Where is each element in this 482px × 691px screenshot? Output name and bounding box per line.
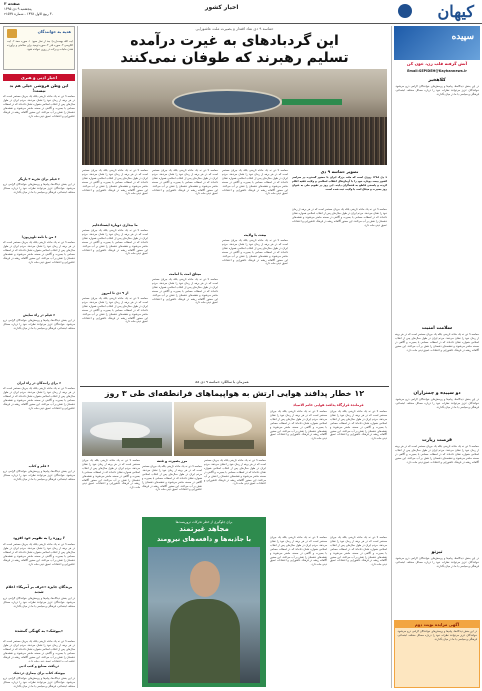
literary-section-title: اخبار ادبی و هنری	[21, 75, 57, 80]
main-col-2: حماسه ۹ دی نه یک حادثه تاریخی بلکه یک جریان مستمر است که در هر برهه از زمان خود را نشان می‌دهد. مردم ایران در طول سال‌های پس از انقلاب اسلامی همواره نشان داده‌اند که در لحظات حساس با بصیرت و آگاهی در صحنه حاضر می‌شوند و نقشه‌های دشمنان را نقش بر آب می‌کنند. این حضور آگاهانه ریشه در فرهنگ عاشورایی و اعتقادات عمیق دینی ملت دارد.	[222, 169, 288, 196]
section-title: اخبار کشور	[205, 4, 239, 11]
logo-emblem	[398, 4, 412, 18]
literary-section-header	[3, 74, 75, 81]
left-body-2: در این بخش دیدگاه‌ها، پیام‌ها و پرسش‌های خوانندگان گرامی درج می‌شود. خوانندگان عزیز می‌توانند نظرات خود را درباره مسائل مختلف اجتماعی، فرهنگی و سیاسی با ما در میان بگذارند.	[3, 183, 75, 194]
divider-right	[391, 26, 392, 688]
missile-launcher-1	[122, 438, 162, 448]
defense-kicker: فرمانده قرارگاه پدافند هوایی خاتم الانبیاء	[293, 403, 364, 407]
right-section-1: کلاهخبر	[428, 78, 446, 83]
left-body-3: حماسه ۹ دی نه یک حادثه تاریخی بلکه یک جریان مستمر است که در هر برهه از زمان خود را نشان می‌دهد. مردم ایران در طول سال‌های پس از انقلاب اسلامی همواره نشان داده‌اند که در لحظات حساس با بصیرت و آگاهی در صحنه حاضر می‌شوند و نقشه‌های دشمنان را نقش بر آب می‌کنند. این حضور آگاهانه ریشه در فرهنگ عاشورایی و اعتقادات عمیق دینی ملت دارد.	[3, 241, 75, 264]
bottom-headline-2: با جاذبه‌ها و دافعه‌های نیرومند	[156, 535, 252, 543]
rally-banner	[282, 99, 342, 105]
sepideh-ad-title: سپیده	[451, 32, 474, 42]
left-headline-1: این وطن فروشی خیلی هم بد نیست!	[9, 83, 69, 93]
main-col-3b: حماسه ۹ دی نه یک حادثه تاریخی بلکه یک جریان مستمر است که در هر برهه از زمان خود را نشان می‌دهد. مردم ایران در طول سال‌های پس از انقلاب اسلامی همواره نشان داده‌اند که در لحظات حساس با بصیرت و آگاهی در صحنه حاضر می‌شوند و نقشه‌های دشمنان را نقش بر آب می‌کنند. این حضور آگاهانه ریشه در فرهنگ عاشورایی و اعتقادات عمیق دینی ملت دارد.	[152, 278, 218, 305]
lede-text: ۹ دی ۱۳۸۸ روزی است که ملت بزرگ ایران با حضور گسترده در سراسر کشور بیعت دوباره خود را با آرمان‌های انقلاب اسلامی و ولایت فقیه اعلام کردند و پاسخی قاطع به فتنه‌گران دادند. این روز در تقویم ملی به عنوان روز بصیرت و میثاق امت با ولایت ثبت شده است.	[292, 176, 387, 191]
main-kicker: حماسه ۹ دی نماد اقتدار و بصیرت ملت عاشورایی	[195, 26, 274, 31]
auction-ad-title: آگهی مزایده نوبت دوم	[395, 621, 479, 628]
main-col-3: حماسه ۹ دی نه یک حادثه تاریخی بلکه یک جریان مستمر است که در هر برهه از زمان خود را نشان می‌دهد. مردم ایران در طول سال‌های پس از انقلاب اسلامی همواره نشان داده‌اند که در لحظات حساس با بصیرت و آگاهی در صحنه حاضر می‌شوند و نقشه‌های دشمنان را نقش بر آب می‌کنند. این حضور آگاهانه ریشه در فرهنگ عاشورایی و اعتقادات عمیق دینی ملت دارد.	[152, 169, 218, 196]
main-area	[80, 26, 389, 689]
right-body-3: در این بخش دیدگاه‌ها، پیام‌ها و پرسش‌های خوانندگان گرامی درج می‌شود. خوانندگان عزیز می‌توانند نظرات خود را درباره مسائل مختلف اجتماعی، فرهنگی و سیاسی با ما در میان بگذارند.	[395, 398, 479, 409]
missile-photo-2	[174, 402, 266, 456]
email-label: Email:SEPIDEH@Kayhannews.ir	[407, 69, 467, 73]
left-headline-9: «بیوشک» به کهنگی گمشده	[14, 629, 64, 633]
logo	[396, 2, 478, 24]
date-line: پنجشنبه ۹ دی ۱۳۹۵	[4, 7, 32, 11]
bottom-feature	[142, 517, 266, 687]
masthead	[0, 0, 482, 24]
auction-ad	[394, 620, 480, 688]
right-section-2: سلامت امنیت	[421, 326, 453, 331]
right-section-5: تیزتو	[431, 550, 443, 555]
missile-launcher-2	[184, 440, 254, 449]
left-headline-5: ۶ برای رانندگان در راه ایران	[16, 381, 62, 385]
gift-box-text: آیت الله بهجت(ره): بعد از نماز صبح: ۱. سوره حمد ۲. آیت الکرسی ۳. سوره قدر ۴. سوره توحید برای سلامتی و برآورده شدن حاجات و برکت در روزی خوانده شود.	[7, 40, 73, 51]
left-column	[3, 26, 75, 689]
main-col-2b: حماسه ۹ دی نه یک حادثه تاریخی بلکه یک جریان مستمر است که در هر برهه از زمان خود را نشان می‌دهد. مردم ایران در طول سال‌های پس از انقلاب اسلامی همواره نشان داده‌اند که در لحظات حساس با بصیرت و آگاهی در صحنه حاضر می‌شوند و نقشه‌های دشمنان را نقش بر آب می‌کنند. این حضور آگاهانه ریشه در فرهنگ عاشورایی و اعتقادات عمیق دینی ملت دارد.	[222, 239, 288, 266]
left-headline-7: ۶ روزه را به تقویم خود افزود	[13, 536, 65, 540]
left-body-4: در این بخش دیدگاه‌ها، پیام‌ها و پرسش‌های خوانندگان گرامی درج می‌شود. خوانندگان عزیز می‌توانند نظرات خود را درباره مسائل مختلف اجتماعی، فرهنگی و سیاسی با ما در میان بگذارند.	[3, 319, 75, 330]
defense-headline: ۱۲ خطار پدافند هوایی ارتش به هواپیماهای فرانطقه‌ای طی ۳ روز	[104, 389, 365, 398]
left-body-6: در این بخش دیدگاه‌ها، پیام‌ها و پرسش‌های خوانندگان گرامی درج می‌شود. خوانندگان عزیز می‌توانند نظرات خود را درباره مسائل مختلف اجتماعی، فرهنگی و سیاسی با ما در میان بگذارند.	[3, 470, 75, 481]
gift-icon	[7, 29, 17, 38]
main-headline-2: تسلیم رهبرند که طوفان نمی‌کنند	[120, 50, 349, 66]
rally-photo	[82, 69, 387, 165]
left-headline-11: بیوشک کتاب برای بیماری دردشک	[12, 671, 66, 675]
left-body-7: حماسه ۹ دی نه یک حادثه تاریخی بلکه یک جریان مستمر است که در هر برهه از زمان خود را نشان می‌دهد. مردم ایران در طول سال‌های پس از انقلاب اسلامی همواره نشان داده‌اند که در لحظات حساس با بصیرت و آگاهی در صحنه حاضر می‌شوند و نقشه‌های دشمنان را نقش بر آب می‌کنند. این حضور آگاهانه ریشه در فرهنگ عاشورایی و اعتقادات عمیق دینی ملت دارد.	[3, 543, 75, 566]
portrait-body	[170, 599, 240, 683]
left-body-1: حماسه ۹ دی نه یک حادثه تاریخی بلکه یک جریان مستمر است که در هر برهه از زمان خود را نشان می‌دهد. مردم ایران در طول سال‌های پس از انقلاب اسلامی همواره نشان داده‌اند که در لحظات حساس با بصیرت و آگاهی در صحنه حاضر می‌شوند و نقشه‌های دشمنان را نقش بر آب می‌کنند. این حضور آگاهانه ریشه در فرهنگ عاشورایی و اعتقادات عمیق دینی ملت دارد.	[3, 95, 75, 118]
defense-text-4: حماسه ۹ دی نه یک حادثه تاریخی بلکه یک جریان مستمر است که در هر برهه از زمان خود را نشان می‌دهد. مردم ایران در طول سال‌های پس از انقلاب اسلامی همواره نشان داده‌اند که در لحظات حساس با بصیرت و آگاهی در صحنه حاضر می‌شوند و نقشه‌های دشمنان را نقش بر آب می‌کنند. این حضور آگاهانه ریشه در فرهنگ عاشورایی و اعتقادات عمیق دینی ملت دارد.	[142, 465, 202, 492]
subhead-5: مرز بصیرت و فتنه	[156, 459, 188, 463]
logo-text: کیهان	[437, 2, 474, 21]
divider-left	[77, 26, 78, 688]
section-rule	[80, 386, 389, 387]
left-body-9: حماسه ۹ دی نه یک حادثه تاریخی بلکه یک جریان مستمر است که در هر برهه از زمان خود را نشان می‌دهد. مردم ایران در طول سال‌های پس از انقلاب اسلامی همواره نشان داده‌اند که در لحظات حساس با بصیرت و آگاهی در صحنه حاضر می‌شوند و نقشه‌های دشمنان را نقش بر آب می‌کنند. این حضور آگاهانه ریشه در فرهنگ عاشورایی و اعتقادات عمیق دینی ملت دارد.	[3, 640, 75, 662]
portrait-head	[190, 561, 220, 597]
lede-title: تصویر حماسه ۹ دی	[320, 169, 359, 174]
right-column	[394, 26, 480, 689]
right-section-3: دو سپیده و چمنزاران	[413, 391, 461, 396]
main-headline-1: این گردبادهای به غیرت درآمده	[130, 33, 339, 49]
right-body-2: حماسه ۹ دی نه یک حادثه تاریخی بلکه یک جریان مستمر است که در هر برهه از زمان خود را نشان می‌دهد. مردم ایران در طول سال‌های پس از انقلاب اسلامی همواره نشان داده‌اند که در لحظات حساس با بصیرت و آگاهی در صحنه حاضر می‌شوند و نقشه‌های دشمنان را نقش بر آب می‌کنند. این حضور آگاهانه ریشه در فرهنگ عاشورایی و اعتقادات عمیق دینی ملت دارد.	[395, 333, 479, 352]
missile-smoke-2	[194, 416, 252, 436]
bottom-kicker: برای جلوگیری از خطر تحرکات تروریست‌ها	[175, 520, 233, 524]
left-headline-10: دریافت صنایع و کتب ادبی	[18, 664, 60, 668]
bottom-text-2: حماسه ۹ دی نه یک حادثه تاریخی بلکه یک جریان مستمر است که در هر برهه از زمان خود را نشان می‌دهد. مردم ایران در طول سال‌های پس از انقلاب اسلامی همواره نشان داده‌اند که در لحظات حساس با بصیرت و آگاهی در صحنه حاضر می‌شوند و نقشه‌های دشمنان را نقش بر آب می‌کنند. این حضور آگاهانه ریشه در فرهنگ عاشورایی و اعتقادات عمیق دینی ملت دارد.	[330, 536, 387, 567]
missile-photo-1	[82, 402, 172, 456]
bottom-text-1: حماسه ۹ دی نه یک حادثه تاریخی بلکه یک جریان مستمر است که در هر برهه از زمان خود را نشان می‌دهد. مردم ایران در طول سال‌های پس از انقلاب اسلامی همواره نشان داده‌اند که در لحظات حساس با بصیرت و آگاهی در صحنه حاضر می‌شوند و نقشه‌های دشمنان را نقش بر آب می‌کنند. این حضور آگاهانه ریشه در فرهنگ عاشورایی و اعتقادات عمیق دینی ملت دارد.	[270, 536, 327, 567]
main-col-1: حماسه ۹ دی نه یک حادثه تاریخی بلکه یک جریان مستمر است که در هر برهه از زمان خود را نشان می‌دهد. مردم ایران در طول سال‌های پس از انقلاب اسلامی همواره نشان داده‌اند که در لحظات حساس با بصیرت و آگاهی در صحنه حاضر می‌شوند و نقشه‌های دشمنان را نقش بر آب می‌کنند. این حضور آگاهانه ریشه در فرهنگ عاشورایی و اعتقادات عمیق دینی ملت دارد.	[292, 208, 387, 227]
left-headline-8: برندگان جایزه «حرف بر آمریکا» اعلام شدند	[5, 585, 73, 594]
rally-crowd	[82, 117, 387, 165]
left-body-10: در این بخش دیدگاه‌ها، پیام‌ها و پرسش‌های خوانندگان گرامی درج می‌شود. خوانندگان عزیز می‌توانند نظرات خود را درباره مسائل مختلف اجتماعی، فرهنگی و سیاسی با ما در میان بگذارند.	[3, 677, 75, 688]
photo-caption: همزمان با سالگرد حماسه ۹ دی ۸۸	[195, 380, 249, 384]
rally-stage	[172, 89, 282, 115]
left-headline-2: ۶ فیلم برای تجربه ۳ بازیگر	[18, 177, 60, 181]
left-body-8: در این بخش دیدگاه‌ها، پیام‌ها و پرسش‌های خوانندگان گرامی درج می‌شود. خوانندگان عزیز می‌توانند نظرات خود را درباره مسائل مختلف اجتماعی، فرهنگی و سیاسی با ما در میان بگذارند.	[3, 597, 75, 608]
right-body-5: در این بخش دیدگاه‌ها، پیام‌ها و پرسش‌های خوانندگان گرامی درج می‌شود. خوانندگان عزیز می‌توانند نظرات خود را درباره مسائل مختلف اجتماعی، فرهنگی و سیاسی با ما در میان بگذارند.	[395, 557, 479, 568]
main-col-4: حماسه ۹ دی نه یک حادثه تاریخی بلکه یک جریان مستمر است که در هر برهه از زمان خود را نشان می‌دهد. مردم ایران در طول سال‌های پس از انقلاب اسلامی همواره نشان داده‌اند که در لحظات حساس با بصیرت و آگاهی در صحنه حاضر می‌شوند و نقشه‌های دشمنان را نقش بر آب می‌کنند. این حضور آگاهانه ریشه در فرهنگ عاشورایی و اعتقادات عمیق دینی ملت دارد.	[82, 169, 148, 196]
sepideh-ad-line: آتش گرفته قلب زن، خون کن	[406, 61, 468, 66]
subhead-3: ما بیداری دوباره ایستاده‌ایم	[92, 223, 138, 227]
left-headline-6: ۶ فلم و کتاب	[28, 464, 50, 468]
defense-text-5: حماسه ۹ دی نه یک حادثه تاریخی بلکه یک جریان مستمر است که در هر برهه از زمان خود را نشان می‌دهد. مردم ایران در طول سال‌های پس از انقلاب اسلامی همواره نشان داده‌اند که در لحظات حساس با بصیرت و آگاهی در صحنه حاضر می‌شوند و نقشه‌های دشمنان را نقش بر آب می‌کنند. این حضور آگاهانه ریشه در فرهنگ عاشورایی و اعتقادات عمیق دینی ملت دارد.	[204, 459, 266, 486]
subhead-4: از ۹ دی تا امروز	[101, 291, 129, 295]
gift-box	[3, 26, 75, 70]
main-col-4c: حماسه ۹ دی نه یک حادثه تاریخی بلکه یک جریان مستمر است که در هر برهه از زمان خود را نشان می‌دهد. مردم ایران در طول سال‌های پس از انقلاب اسلامی همواره نشان داده‌اند که در لحظات حساس با بصیرت و آگاهی در صحنه حاضر می‌شوند و نقشه‌های دشمنان را نقش بر آب می‌کنند. این حضور آگاهانه ریشه در فرهنگ عاشورایی و اعتقادات عمیق دینی ملت دارد.	[82, 297, 148, 324]
auction-ad-text: در این بخش دیدگاه‌ها، پیام‌ها و پرسش‌های خوانندگان گرامی درج می‌شود. خوانندگان عزیز می‌توانند نظرات خود را درباره مسائل مختلف اجتماعی، فرهنگی و سیاسی با ما در میان بگذارند.	[397, 630, 477, 641]
bottom-headline-1: مجاهد غیرتمند	[179, 525, 229, 533]
left-headline-4: ۶ فیلم در راه نمایش	[22, 313, 56, 317]
subhead-2: میثاق امت با امامت	[168, 272, 202, 276]
right-section-4: فرصت زیارت	[421, 438, 453, 443]
defense-text-1: حماسه ۹ دی نه یک حادثه تاریخی بلکه یک جریان مستمر است که در هر برهه از زمان خود را نشان می‌دهد. مردم ایران در طول سال‌های پس از انقلاب اسلامی همواره نشان داده‌اند که در لحظات حساس با بصیرت و آگاهی در صحنه حاضر می‌شوند و نقشه‌های دشمنان را نقش بر آب می‌کنند. این حضور آگاهانه ریشه در فرهنگ عاشورایی و اعتقادات عمیق دینی ملت دارد.	[330, 410, 387, 441]
right-body-1: در این بخش دیدگاه‌ها، پیام‌ها و پرسش‌های خوانندگان گرامی درج می‌شود. خوانندگان عزیز می‌توانند نظرات خود را درباره مسائل مختلف اجتماعی، فرهنگی و سیاسی با ما در میان بگذارند.	[395, 85, 479, 96]
defense-text-2: حماسه ۹ دی نه یک حادثه تاریخی بلکه یک جریان مستمر است که در هر برهه از زمان خود را نشان می‌دهد. مردم ایران در طول سال‌های پس از انقلاب اسلامی همواره نشان داده‌اند که در لحظات حساس با بصیرت و آگاهی در صحنه حاضر می‌شوند و نقشه‌های دشمنان را نقش بر آب می‌کنند. این حضور آگاهانه ریشه در فرهنگ عاشورایی و اعتقادات عمیق دینی ملت دارد.	[270, 410, 327, 441]
main-col-4b: حماسه ۹ دی نه یک حادثه تاریخی بلکه یک جریان مستمر است که در هر برهه از زمان خود را نشان می‌دهد. مردم ایران در طول سال‌های پس از انقلاب اسلامی همواره نشان داده‌اند که در لحظات حساس با بصیرت و آگاهی در صحنه حاضر می‌شوند و نقشه‌های دشمنان را نقش بر آب می‌کنند. این حضور آگاهانه ریشه در فرهنگ عاشورایی و اعتقادات عمیق دینی ملت دارد.	[82, 229, 148, 256]
left-headline-3: ۶ من با نامه تلویزیون!	[21, 235, 57, 239]
page-number: صفحه ۳	[4, 1, 20, 6]
defense-text-3: حماسه ۹ دی نه یک حادثه تاریخی بلکه یک جریان مستمر است که در هر برهه از زمان خود را نشان می‌دهد. مردم ایران در طول سال‌های پس از انقلاب اسلامی همواره نشان داده‌اند که در لحظات حساس با بصیرت و آگاهی در صحنه حاضر می‌شوند و نقشه‌های دشمنان را نقش بر آب می‌کنند. این حضور آگاهانه ریشه در فرهنگ عاشورایی و اعتقادات عمیق دینی ملت دارد.	[82, 459, 140, 490]
left-body-5: حماسه ۹ دی نه یک حادثه تاریخی بلکه یک جریان مستمر است که در هر برهه از زمان خود را نشان می‌دهد. مردم ایران در طول سال‌های پس از انقلاب اسلامی همواره نشان داده‌اند که در لحظات حساس با بصیرت و آگاهی در صحنه حاضر می‌شوند و نقشه‌های دشمنان را نقش بر آب می‌کنند. این حضور آگاهانه ریشه در فرهنگ عاشورایی و اعتقادات عمیق دینی ملت دارد.	[3, 387, 75, 410]
portrait-photo	[148, 547, 260, 683]
right-body-4: حماسه ۹ دی نه یک حادثه تاریخی بلکه یک جریان مستمر است که در هر برهه از زمان خود را نشان می‌دهد. مردم ایران در طول سال‌های پس از انقلاب اسلامی همواره نشان داده‌اند که در لحظات حساس با بصیرت و آگاهی در صحنه حاضر می‌شوند و نقشه‌های دشمنان را نقش بر آب می‌کنند. این حضور آگاهانه ریشه در فرهنگ عاشورایی و اعتقادات عمیق دینی ملت دارد.	[395, 445, 479, 464]
gift-box-title: هدیه به خوانندگان	[37, 29, 71, 34]
sepideh-ad	[394, 26, 480, 60]
issue-line: ۳۰ ربیع الاول ۱۴۳۸ - شماره ۲۱۵۳۷	[4, 12, 54, 16]
subhead-1: بیعت با ولایت	[243, 233, 267, 237]
